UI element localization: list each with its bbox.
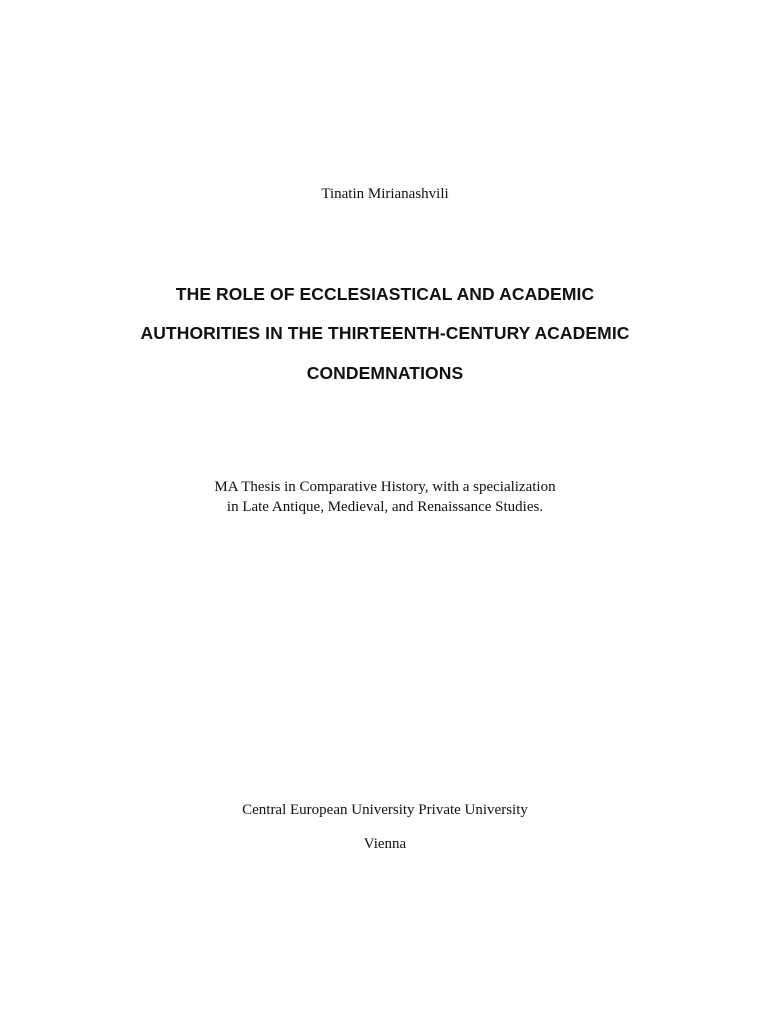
degree-description-line-2: in Late Antique, Medieval, and Renaissance Studies. [226,499,544,515]
institution-name: Central European University Private University [242,802,528,818]
author-name: Tinatin Mirianashvili [321,186,449,202]
thesis-title-line-1: THE ROLE OF ECCLESIASTICAL AND ACADEMIC [175,284,595,304]
degree-description-line-1: MA Thesis in Comparative History, with a specialization [214,479,556,495]
thesis-title-line-2: AUTHORITIES IN THE THIRTEENTH-CENTURY ACADEMIC [140,323,630,343]
city-name: Vienna [363,836,407,852]
thesis-title-line-3: CONDEMNATIONS [306,363,464,383]
